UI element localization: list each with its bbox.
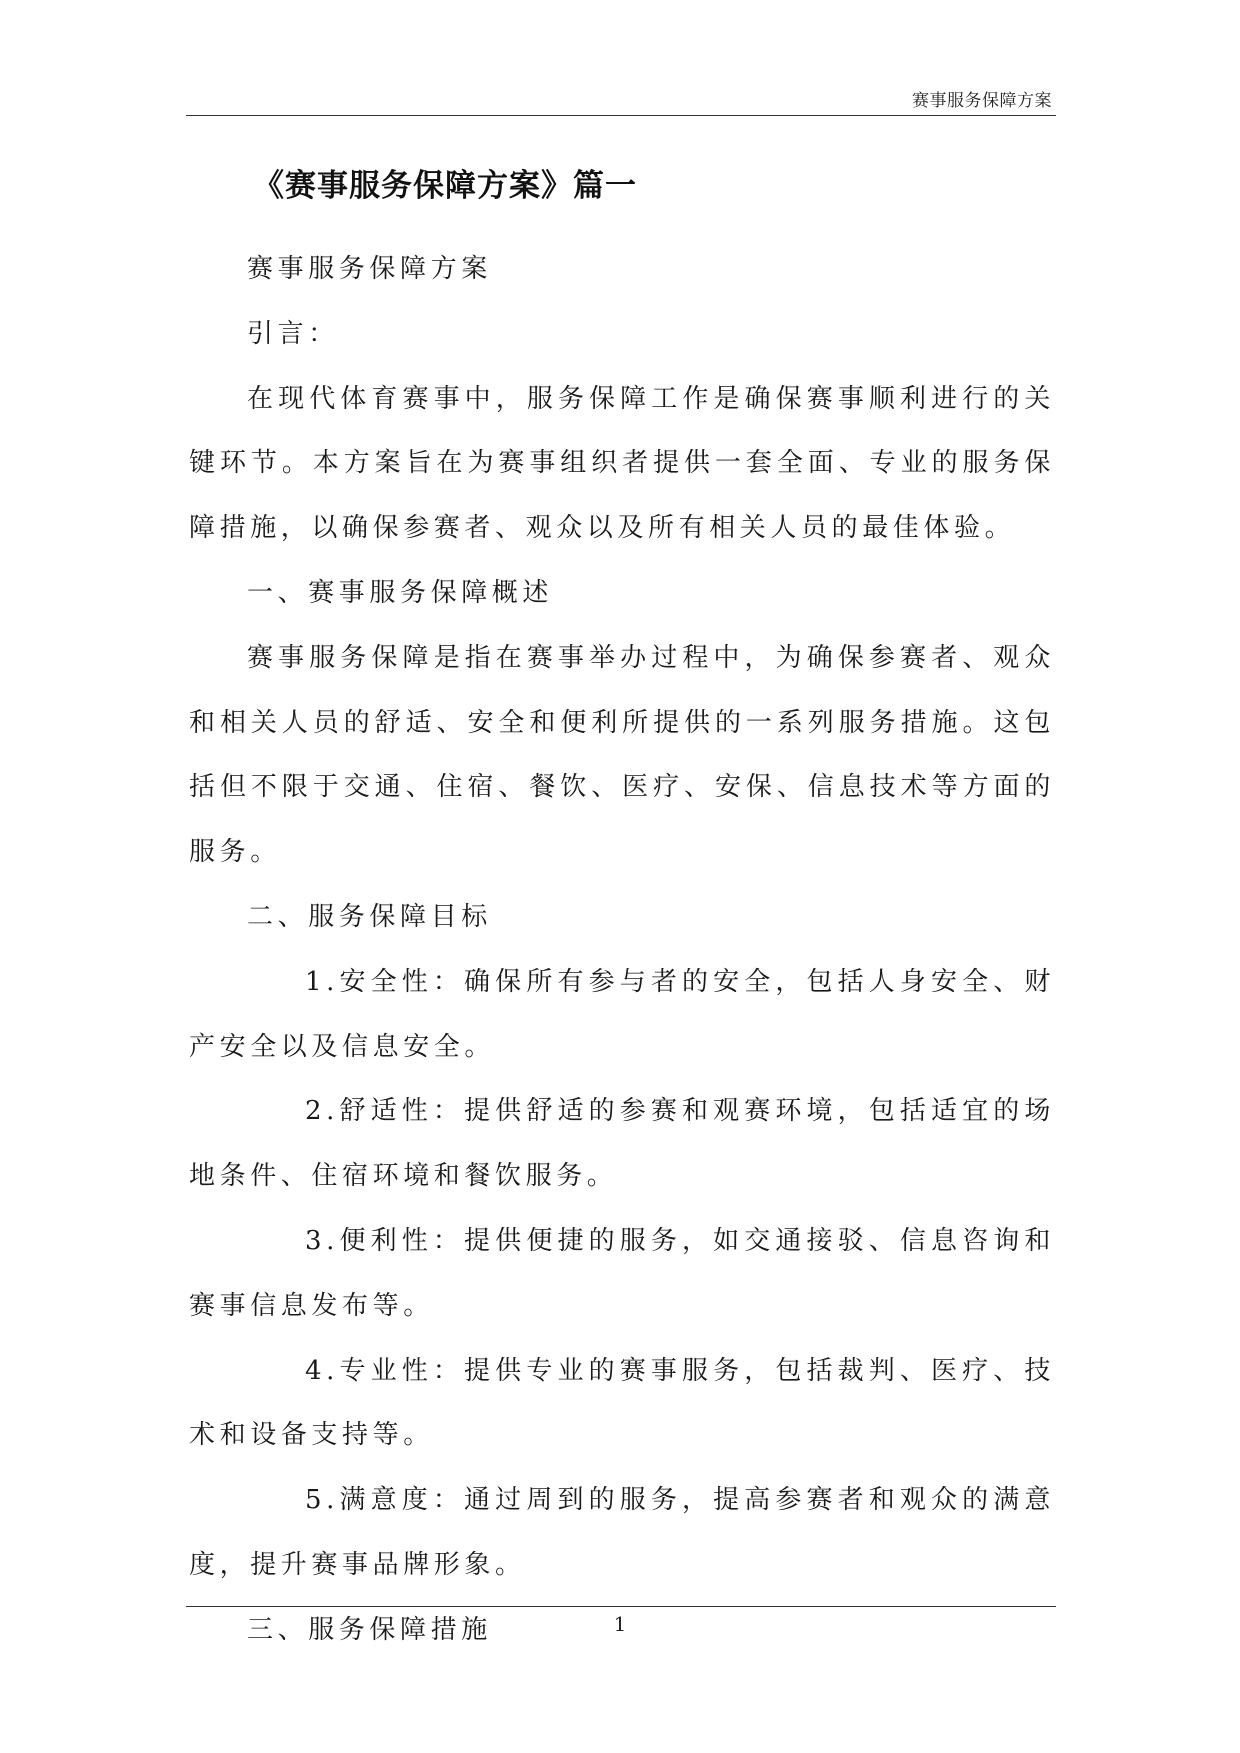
paragraph-intro-label: 引言：: [247, 318, 339, 349]
list-item-professionalism: 4.专业性：提供专业的赛事服务，包括裁判、医疗、技术和设备支持等。: [189, 1355, 1055, 1451]
footer-divider: [186, 1606, 1056, 1607]
list-item-safety: 1.安全性：确保所有参与者的安全，包括人身安全、财产安全以及信息安全。: [189, 966, 1055, 1062]
paragraph-subtitle: 赛事服务保障方案: [247, 254, 492, 284]
running-header: 赛事服务保障方案: [912, 91, 1052, 111]
section-heading-overview: 一、赛事服务保障概述: [247, 577, 554, 608]
section-heading-measures: 三、服务保障措施: [247, 1614, 492, 1645]
page-number: 1: [613, 1612, 627, 1636]
section-heading-goals: 二、服务保障目标: [247, 901, 492, 932]
paragraph-overview: 赛事服务保障是指在赛事举办过程中，为确保参赛者、观众和相关人员的舒适、安全和便利所提供的一系列服务措施。这包括但不限于交通、住宿、餐饮、医疗、安保、信息技术等方面的服务。: [189, 642, 1055, 868]
paragraph-intro: 在现代体育赛事中，服务保障工作是确保赛事顺利进行的关键环节。本方案旨在为赛事组织者提供一套全面、专业的服务保障措施，以确保参赛者、观众以及所有相关人员的最佳体验。: [189, 383, 1055, 544]
document-body: [189, 237, 1055, 1663]
header-divider: [186, 115, 1056, 116]
list-item-convenience: 3.便利性：提供便捷的服务，如交通接驳、信息咨询和赛事信息发布等。: [189, 1225, 1055, 1321]
list-item-satisfaction: 5.满意度：通过周到的服务，提高参赛者和观众的满意度，提升赛事品牌形象。: [189, 1485, 1055, 1580]
document-title: 《赛事服务保障方案》篇一: [253, 168, 637, 204]
list-item-comfort: 2.舒适性：提供舒适的参赛和观赛环境，包括适宜的场地条件、住宿环境和餐饮服务。: [189, 1096, 1055, 1192]
